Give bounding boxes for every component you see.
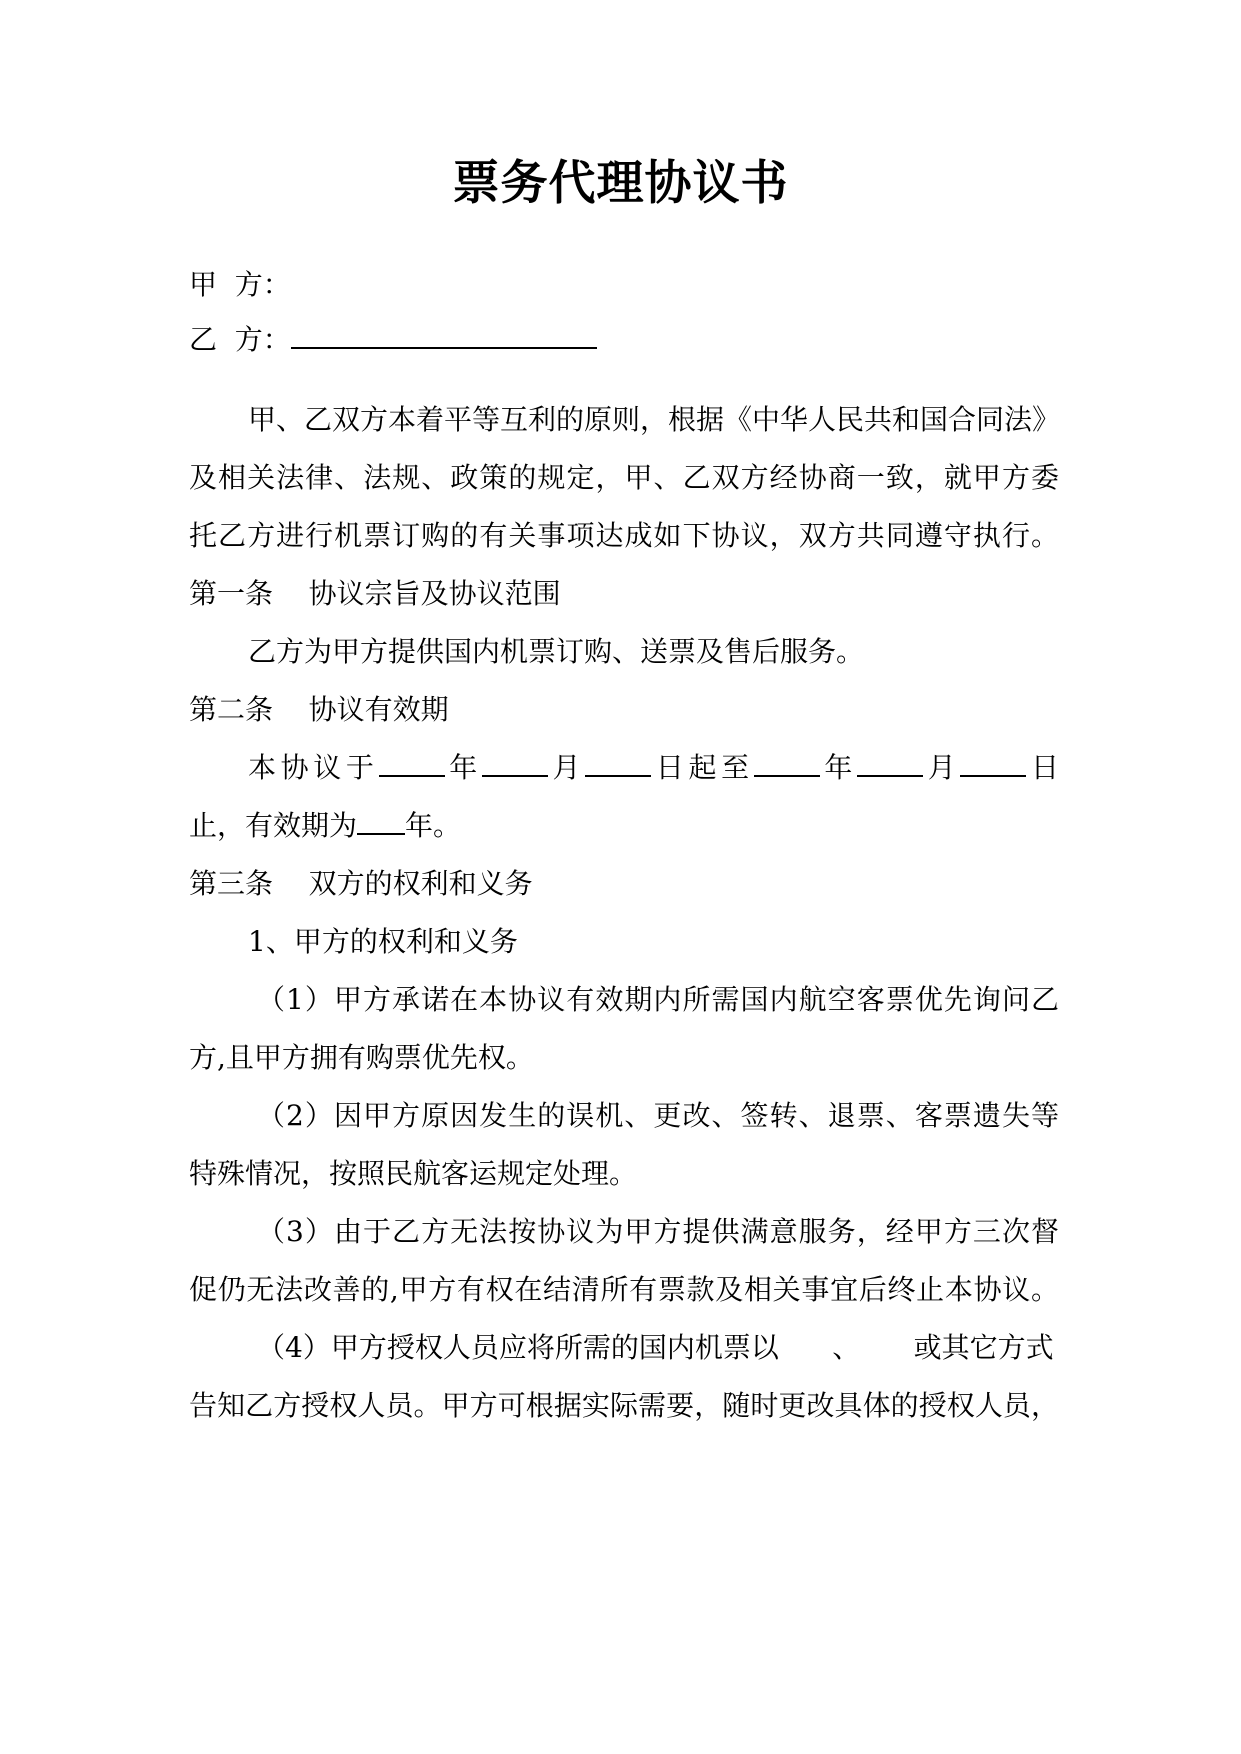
party-b-blank[interactable] <box>291 321 597 349</box>
start-year-unit: 年 <box>444 751 482 784</box>
article3-sub1: 1、甲方的权利和义务 <box>248 925 518 958</box>
article1-heading: 第一条 协议宗旨及协议范围 <box>189 577 561 610</box>
item4-line-1: （4）甲方授权人员应将所需的国内机票以 、 或其它方式 <box>257 1331 1054 1364</box>
item2-line-2: 特殊情况，按照民航客运规定处理。 <box>189 1157 638 1190</box>
end-day-unit: 日 <box>1026 751 1059 784</box>
end-month-blank[interactable] <box>857 749 923 777</box>
article1-body: 乙方为甲方提供国内机票订购、送票及售后服务。 <box>248 635 865 668</box>
party-a-label: 甲 方： <box>189 268 291 301</box>
term-prefix: 止，有效期为 <box>189 809 358 842</box>
party-b-label: 乙 方： <box>189 323 291 356</box>
item3-line-2: 促仍无法改善的,甲方有权在结清所有票款及相关事宜后终止本协议。 <box>189 1273 1059 1306</box>
date-prefix: 本协议于 <box>248 751 379 784</box>
item1-line-1: （1）甲方承诺在本协议有效期内所需国内航空客票优先询问乙 <box>257 983 1059 1016</box>
article2-term-line <box>189 804 1059 848</box>
start-day-unit: 日起至 <box>651 751 754 784</box>
item3-line-1: （3）由于乙方无法按协议为甲方提供满意服务，经甲方三次督 <box>257 1215 1059 1248</box>
term-suffix: 年。 <box>405 809 462 842</box>
preamble-line-3: 托乙方进行机票订购的有关事项达成如下协议，双方共同遵守执行。 <box>189 519 1059 552</box>
end-year-blank[interactable] <box>754 749 820 777</box>
term-years-blank[interactable] <box>357 807 405 835</box>
start-month-blank[interactable] <box>482 749 548 777</box>
document-title: 票务代理协议书 <box>452 156 789 211</box>
party-b-line <box>189 318 1059 362</box>
end-day-blank[interactable] <box>960 749 1026 777</box>
preamble-line-2: 及相关法律、法规、政策的规定，甲、乙双方经协商一致，就甲方委 <box>189 461 1059 494</box>
article3-heading: 第三条 双方的权利和义务 <box>189 867 533 900</box>
article2-heading: 第二条 协议有效期 <box>189 693 449 726</box>
preamble-line-1: 甲、乙双方本着平等互利的原则，根据《中华人民共和国合同法》 <box>248 403 1061 436</box>
item2-line-1: （2）因甲方原因发生的误机、更改、签转、退票、客票遗失等 <box>257 1099 1059 1132</box>
start-month-unit: 月 <box>547 751 586 784</box>
party-a-line <box>189 263 1059 307</box>
end-year-unit: 年 <box>819 751 858 784</box>
article2-date-line <box>248 746 1059 790</box>
item1-line-2: 方,且甲方拥有购票优先权。 <box>189 1041 534 1074</box>
end-month-unit: 月 <box>923 751 961 784</box>
start-year-blank[interactable] <box>379 749 445 777</box>
item4-line-2: 告知乙方授权人员。甲方可根据实际需要，随时更改具体的授权人员， <box>189 1389 1059 1422</box>
start-day-blank[interactable] <box>585 749 651 777</box>
